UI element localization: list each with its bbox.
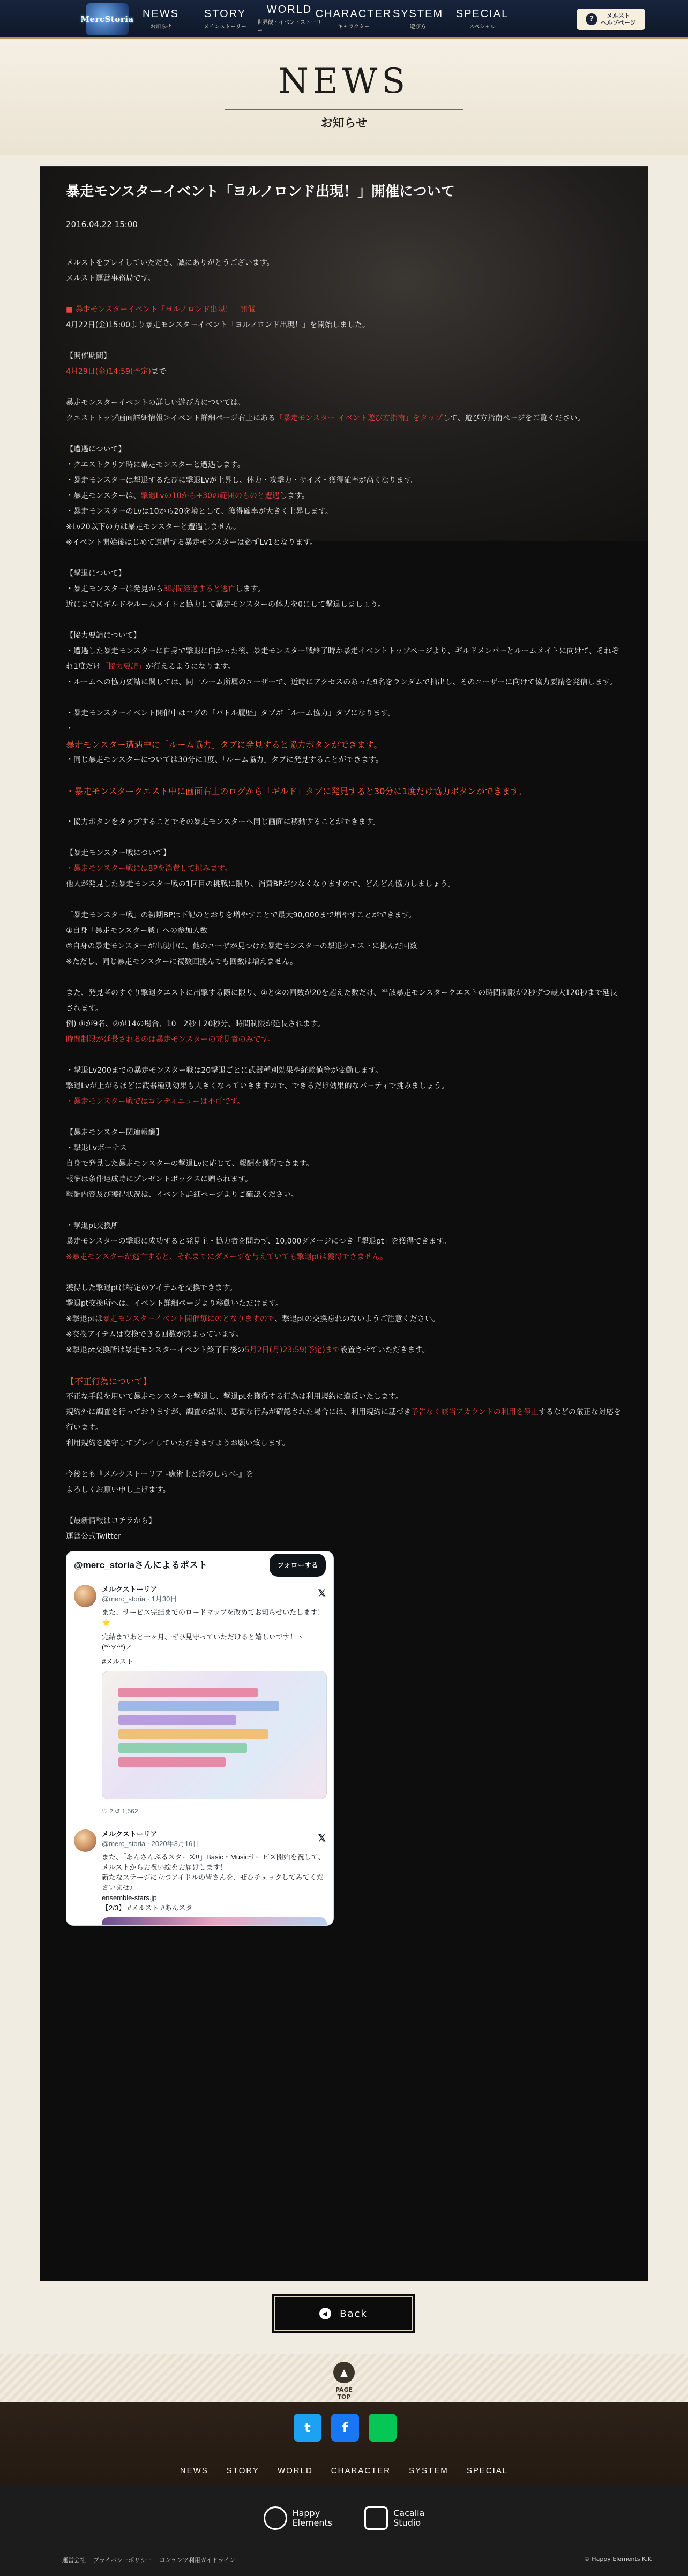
paragraph: [66, 1405, 623, 1436]
nav-character[interactable]: [315, 5, 392, 32]
text: ※撃退pt交換所は暴走モンスターイベント終了日後の: [66, 1346, 245, 1354]
paragraph: ・暴走モンスターのLvは10から20を境として、獲得確率が大きく上昇します。: [66, 507, 333, 516]
news-title-band: [0, 40, 688, 155]
text: ・暴走モンスターは発見から: [66, 585, 163, 593]
tweet[interactable]: [66, 1824, 333, 1926]
tweet-image[interactable]: [102, 1917, 327, 1926]
site-header: [0, 0, 688, 39]
nav-sublabel: キャラクター: [338, 24, 370, 30]
cacalia-mark-icon: [364, 2506, 388, 2530]
text: ※撃退ptは: [66, 1315, 103, 1323]
happy-elements-mark-icon: [264, 2506, 287, 2530]
nav-label: WORLD: [266, 4, 312, 16]
highlight-line: ・暴走モンスター戦には8Pを消費して挑みます。: [66, 864, 232, 873]
tweet-link[interactable]: ensemble-stars.jp: [102, 1894, 157, 1902]
main-nav: [129, 5, 514, 32]
nav-sublabel: 遊び方: [410, 24, 426, 30]
tweet-text: また、「あんさんぶるスターズ!!」Basic・Musicサービス開始を祝して、メルストからお祝い絵をお届けします！: [102, 1853, 325, 1871]
paragraph: メルスト運営事務局です。: [66, 274, 155, 283]
paragraph: ・撃退Lv200までの暴走モンスター戦は20撃退ごとに武器種別効果や経験値等が変動します。: [66, 1066, 383, 1075]
paragraph: 暴走モンスターイベントの詳しい遊び方については、: [66, 398, 246, 407]
twitter-link[interactable]: 運営公式Twitter: [66, 1532, 121, 1541]
section-heading: 【開催期間】: [66, 352, 111, 360]
paragraph: ・暴走モンスターイベント開催中はログの「バトル履歴」タブが「ルーム協力」タブになります。: [66, 709, 395, 718]
highlight-line: 暴走モンスター遭遇中に「ルーム協力」タブに発見すると協力ボタンができます。: [66, 740, 383, 750]
social-links: [294, 2414, 397, 2442]
footer-links: [62, 2556, 235, 2564]
tweet-text: また、サービス完結までのロードマップを改めてお知らせいたします！⭐️: [102, 1608, 325, 1626]
article-body: [66, 255, 623, 1926]
paragraph: ・暴走モンスターは撃退するたびに撃退Lvが上昇し、体力・攻撃力・サイズ・獲得確率が高くなります。: [66, 476, 418, 485]
nav-label: STORY: [204, 7, 246, 20]
paragraph: [66, 1312, 623, 1327]
tweet-author[interactable]: メルクストーリア: [102, 1830, 158, 1838]
tweet-meta: @merc_storia · 2020年3月16日: [102, 1840, 200, 1848]
hashtag[interactable]: 【2/3】 #メルスト #あんスタ: [102, 1904, 193, 1912]
nav-world[interactable]: [257, 5, 321, 32]
section-heading: 【撃退について】: [66, 569, 126, 578]
paragraph: [66, 1343, 623, 1358]
roadmap-image[interactable]: [102, 1671, 327, 1799]
text: して、遊び方指南ページをご覧ください。: [443, 414, 585, 423]
paragraph: 暴走モンスターの撃退に成功すると発見主・協力者を問わず、10,000ダメージにつき「撃退pt」を獲得できます。: [66, 1237, 451, 1246]
paragraph: 報酬は条件達成時にプレゼントボックスに贈られます。: [66, 1175, 253, 1184]
article-date: 2016.04.22 15:00: [66, 220, 623, 236]
paragraph: ①自身「暴走モンスター戦」への参加人数: [66, 927, 208, 935]
paragraph: [66, 488, 623, 504]
tweet-meta: @merc_storia · 1月30日: [102, 1595, 177, 1603]
nav-label: SYSTEM: [392, 7, 444, 20]
text: が行えるようになります。: [145, 662, 235, 671]
follow-button[interactable]: フォローする: [270, 1554, 326, 1577]
tweet-author[interactable]: メルクストーリア: [102, 1585, 158, 1593]
paragraph: ・撃退pt交換所: [66, 1222, 119, 1230]
paragraph: ・クエストクリア時に暴走モンスターと遭遇します。: [66, 461, 245, 469]
twitter-embed: [66, 1551, 334, 1926]
paragraph: 自身で発見した暴走モンスターの撃退Lvに応じて、報酬を獲得できます。: [66, 1159, 314, 1168]
article-panel: [40, 166, 648, 2281]
hashtag[interactable]: #メルスト: [102, 1658, 133, 1666]
paragraph: 例) ①が9名、②が14の場合、10＋2秒＋20秒分、時間制限が延長されます。: [66, 1020, 325, 1028]
twitter-icon[interactable]: t: [294, 2414, 321, 2442]
cacalia-studio-logo[interactable]: [364, 2506, 424, 2530]
text: するなどの厳正な対応を行います。: [66, 1408, 621, 1432]
avatar[interactable]: [74, 1585, 96, 1607]
page-top-label: PAGE TOP: [335, 2386, 353, 2400]
nav-label: NEWS: [143, 7, 179, 20]
nav-story[interactable]: [193, 5, 257, 32]
highlight: 撃退Lvの10から+30の範囲のものと遭遇: [140, 492, 280, 500]
paragraph: ・同じ暴走モンスターについては30分に1度、「ルーム協力」タブに発見することができます。: [66, 756, 383, 764]
highlight: 「暴走モンスター イベント遊び方指南」をタップ: [275, 414, 443, 423]
nav-special[interactable]: [450, 5, 514, 32]
tweet[interactable]: [66, 1579, 333, 1824]
paragraph: 獲得した撃退ptは特定のアイテムを交換できます。: [66, 1284, 237, 1292]
footer-nav-special[interactable]: SPECIAL: [466, 2466, 508, 2475]
article: [66, 182, 623, 1926]
text: します。: [280, 492, 309, 500]
footer-link-privacy[interactable]: プライバシーポリシー: [93, 2557, 152, 2564]
brand-label: Happy Elements: [292, 2508, 333, 2528]
copyright: © Happy Elements K.K: [584, 2556, 652, 2563]
footer-nav-world[interactable]: WORLD: [277, 2466, 313, 2475]
paragraph: 利用規約を遵守してプレイしていただきますようお願い致します。: [66, 1439, 290, 1448]
paragraph: ※イベント開始後はじめて遭遇する暴走モンスターは必ずLv1となります。: [66, 538, 318, 547]
back-label: Back: [340, 2308, 368, 2319]
paragraph: 不正な手段を用いて暴走モンスターを撃退し、撃退ptを獲得する行為は利用規約に違反いたします。: [66, 1392, 403, 1401]
page-title: NEWS: [278, 62, 410, 101]
tweet-text: 完結まであと一ヶ月、ぜひ見守っていただけると嬉しいです！ヽ(*^∀^*)ノ: [102, 1633, 304, 1651]
nav-news[interactable]: [129, 5, 193, 32]
nav-sublabel: 世界観・イベントストーリー: [257, 20, 321, 34]
paragraph: 報酬内容及び獲得状況は、イベント詳細ページよりご確認ください。: [66, 1191, 298, 1199]
arrow-up-icon: ▲: [333, 2362, 355, 2383]
question-icon: ?: [586, 13, 597, 25]
nav-label: SPECIAL: [455, 7, 509, 20]
footer-link-guidelines[interactable]: コンテンツ利用ガイドライン: [159, 2557, 236, 2564]
section-heading: 【遭遇について】: [66, 445, 126, 454]
brand-label: Cacalia Studio: [393, 2508, 425, 2528]
footer-lower: [0, 2485, 688, 2576]
highlight: 「協力要請」: [100, 662, 146, 671]
tweet-text: 新たなステージに立つアイドルの皆さんを、ぜひチェックしてみてくださいませ♪: [102, 1873, 324, 1892]
embed-title: @merc_storiaさんによるポスト: [74, 1560, 207, 1570]
article-title: 暴走モンスターイベント「ヨルノロンド出現！」開催について: [66, 184, 455, 200]
footer-upper: [0, 2402, 688, 2485]
paragraph: 4月22日(金)15:00より暴走モンスターイベント「ヨルノロンド出現！」を開始しました。: [66, 321, 370, 329]
text: 設置させていただきます。: [340, 1346, 430, 1354]
nav-sublabel: メインストーリー: [204, 24, 246, 30]
back-button[interactable]: [274, 2296, 413, 2331]
embed-header: [66, 1551, 333, 1579]
paragraph: ・ルームへの協力要請に関しては、同一ルーム所属のユーザーで、近時にアクセスのあった9名をランダムで抽出し、そのユーザーに向けて協力要請を発信します。: [66, 678, 617, 687]
line-icon[interactable]: [369, 2414, 397, 2442]
page-top-button[interactable]: [328, 2362, 360, 2399]
text: ・遭遇した暴走モンスターに自身で撃退に向かった後、暴走モンスター戦終了時か暴走イベントトップページより、ギルドメンバーとルームメイトに向けて、それぞれ1度だけ: [66, 647, 619, 671]
footer-nav-system[interactable]: SYSTEM: [409, 2466, 448, 2475]
nav-label: CHARACTER: [315, 7, 392, 20]
highlight-line: 時間制限が延長されるのは暴走モンスターの発見者のみです。: [66, 1035, 275, 1044]
paragraph: ・協力ボタンをタップすることでその暴走モンスターへ同じ画面に移動することができます。: [66, 818, 380, 826]
text: 、撃退ptの交換忘れのないようご注意ください。: [274, 1315, 440, 1323]
help-page-button[interactable]: [577, 9, 645, 30]
event-heading: ■ 暴走モンスターイベント「ヨルノロンド出現！」開催: [66, 305, 255, 314]
paragraph: [66, 644, 623, 675]
highlight: 5月2日(月)23:59(予定)まで: [244, 1346, 340, 1354]
paragraph: ・撃退Lvボーナス: [66, 1144, 127, 1153]
text: します。: [235, 585, 265, 593]
x-logo-icon: 𝕏: [318, 1833, 326, 1843]
footer-nav-news[interactable]: NEWS: [180, 2466, 208, 2475]
footer-nav-story[interactable]: STORY: [226, 2466, 259, 2475]
section-heading: 【最新情報はコチラから】: [66, 1517, 156, 1525]
paragraph: 近にまでにギルドやルームメイトと協力して暴走モンスターの体力を0にして撃退しましょう。: [66, 600, 386, 609]
nav-system[interactable]: [386, 5, 450, 32]
paragraph: また、発見者のすぐり撃退クエストに出撃する際に限り、①と②の回数が20を超えた数だけ、当該暴走モンスタークエストの時間制限が2秒ずつ最大120秒まで延長されます。: [66, 989, 618, 1013]
paragraph: 他人が発見した暴走モンスター戦の1回目の挑戦に限り、消費BPが少なくなりますので、どんどん協力しましょう。: [66, 880, 455, 888]
paragraph: 今後とも『メルクストーリア -癒術士と鈴のしらべ-』を: [66, 1470, 254, 1479]
paragraph: 撃退pt交換所へは、イベント詳細ページより移動いただけます。: [66, 1299, 283, 1308]
period-tail: まで: [151, 367, 166, 376]
section-heading: 【暴走モンスター関連報酬】: [66, 1128, 163, 1137]
brand-logos: [0, 2506, 688, 2530]
footer-nav: [0, 2466, 688, 2475]
paragraph: ・: [66, 725, 73, 733]
paragraph: [66, 411, 623, 426]
x-logo-icon: 𝕏: [318, 1588, 326, 1599]
site-footer: [0, 2402, 688, 2576]
highlight-line: ・暴走モンスタークエスト中に画面右上のログから「ギルド」タブに発見すると30分に1度だけ協力ボタンができます。: [66, 786, 527, 796]
highlight: 暴走モンスターイベント開催毎にのとなりますので: [102, 1315, 275, 1323]
section-heading: 【協力要請について】: [66, 631, 141, 640]
site-logo[interactable]: MercStoria: [86, 3, 129, 35]
section-heading: 【不正行為について】: [66, 1376, 152, 1387]
tweet-actions[interactable]: ♡ 2 ↺ 1,562: [102, 1807, 138, 1815]
back-arrow-icon: ◀: [319, 2308, 331, 2319]
footer-nav-character[interactable]: CHARACTER: [331, 2466, 391, 2475]
highlight: 予告なく該当アカウントの利用を停止: [411, 1408, 539, 1417]
facebook-icon[interactable]: f: [331, 2414, 359, 2442]
period-line: [66, 364, 623, 380]
nav-sublabel: お知らせ: [150, 24, 171, 30]
title-divider: [225, 109, 463, 110]
highlight-line: ・暴走モンスター戦ではコンティニューは不可です。: [66, 1097, 245, 1106]
paragraph: ②自身の暴走モンスターが出現中に、他のユーザが見つけた暴走モンスターの撃退クエストに挑んだ回数: [66, 942, 417, 951]
help-label: メルスト ヘルプページ: [601, 12, 636, 26]
text: ・暴走モンスターは、: [66, 492, 141, 500]
footer-link-company[interactable]: 運営会社: [62, 2557, 86, 2564]
paragraph: よろしくお願い申し上げます。: [66, 1486, 170, 1494]
paragraph: メルストをプレイしていただき、誠にありがとうございます。: [66, 259, 274, 267]
period-date: 4月29日(金)14:59(予定): [66, 367, 151, 376]
paragraph: 「暴走モンスター戦」の初期BPは下記のとおりを増やすことで最大90,000まで増やすことができます。: [66, 911, 416, 920]
avatar[interactable]: [74, 1829, 96, 1852]
section-heading: 【暴走モンスター戦について】: [66, 849, 171, 857]
highlight-line: ※暴走モンスターが逃亡すると、それまでにダメージを与えていても撃退ptは獲得できません。: [66, 1253, 388, 1261]
paragraph: ※交換アイテムは交換できる回数が決まっています。: [66, 1330, 243, 1339]
highlight: 3時間経過すると逃亡: [163, 585, 236, 593]
page-subtitle: お知らせ: [320, 117, 368, 130]
happy-elements-logo[interactable]: [264, 2506, 333, 2530]
paragraph: ※ただし、同じ暴走モンスターに複数回挑んでも回数は増えません。: [66, 958, 298, 966]
text: クエストトップ画面詳細情報＞イベント詳細ページ右上にある: [66, 414, 276, 423]
nav-sublabel: スペシャル: [469, 24, 496, 30]
text: 規約外に調査を行っておりますが、調査の結果、悪質な行為が確認された場合には、利用規約に基づき: [66, 1408, 411, 1417]
paragraph: ※Lv20以下の方は暴走モンスターと遭遇しません。: [66, 523, 241, 531]
paragraph: [66, 582, 623, 597]
paragraph: 撃退Lvが上がるほどに武器種別効果も大きくなっていきますので、できるだけ効果的なパーティで挑みましょう。: [66, 1082, 449, 1090]
